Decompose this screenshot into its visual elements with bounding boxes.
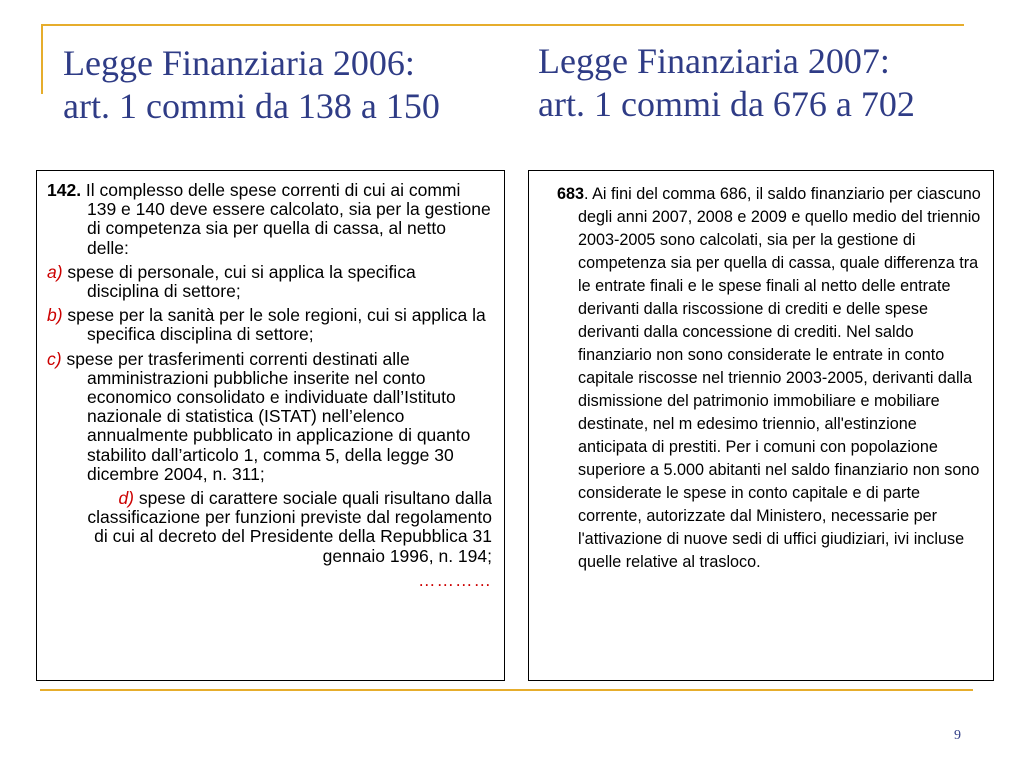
list-item-c <box>47 350 492 484</box>
list-item-d <box>47 489 492 566</box>
title-right-line-1: Legge Finanziaria 2007: <box>538 41 890 81</box>
comma-text: . Ai fini del comma 686, il saldo finanziario per ciascuno degli anni 2007, 2008 e 2009 e quello medio del triennio 2003-2005 sono calcolati, sia per la gestione di competenza sia per quella di cassa, quale differenza tra le entrate finali e le spese finali al netto delle entrate derivanti dalla riscossione di crediti e delle spese derivanti dalla concessione di crediti. Nel saldo finanziario non sono considerate le entrate in conto capitale riscosse nel triennio 2003-2005, derivanti dalla dismissione del patrimonio immobiliare e mobiliare destinate, nel m edesimo triennio, all'estinzione anticipata di prestiti. Per i comuni con popolazione superiore a 5.000 abitanti nel saldo finanziario non sono considerate le spese in conto capitale e di parte corrente, autorizzate dal Ministero, necessarie per l'attivazione di nuove sedi di uffici giudiziari, ivi incluse quelle relative al trasloco. <box>578 185 981 571</box>
item-letter: c) <box>47 348 62 369</box>
title-right-line-2: art. 1 commi da 676 a 702 <box>538 84 915 124</box>
list-item-a <box>47 263 492 301</box>
bottom-accent-rule <box>40 689 973 691</box>
comma-683-box <box>528 170 994 681</box>
item-text: spese per la sanità per le sole regioni, cui si applica la specifica disciplina di settore; <box>62 305 486 345</box>
comma-number: 142. <box>47 180 82 200</box>
item-text: spese di carattere sociale quali risultano dalla classificazione per funzioni previste dal regolamento di cui al decreto del Presidente della Repubblica 31 gennaio 1996, n. 194; <box>87 488 492 566</box>
item-letter: d) <box>118 488 135 509</box>
left-accent-rule <box>41 24 43 94</box>
title-left-line-2: art. 1 commi da 138 a 150 <box>63 86 440 126</box>
comma-142-intro <box>47 181 492 258</box>
page-number: 9 <box>954 728 961 743</box>
top-accent-rule <box>41 24 964 26</box>
item-letter: b) <box>47 305 63 326</box>
comma-142-box <box>36 170 505 681</box>
title-legge-2007 <box>538 40 915 126</box>
item-letter: a) <box>47 261 63 282</box>
comma-number: 683 <box>557 185 585 203</box>
ellipsis: ………… <box>418 569 492 590</box>
comma-text: Il complesso delle spese correnti di cui ai commi 139 e 140 deve essere calcolato, sia per la gestione di competenza sia per quella di cassa, al netto delle: <box>81 180 491 258</box>
comma-683-text <box>537 183 985 574</box>
item-text: spese di personale, cui si applica la specifica disciplina di settore; <box>62 261 416 302</box>
item-text: spese per trasferimenti correnti destinati alle amministrazioni pubbliche inserite nel conto economico consolidato e individuate dall’Istituto nazionale di statistica (ISTAT) nell’elenco annualmente pubblicato in applicazione di quanto stabilito dall’articolo 1, comma 5, della legge 30 dicembre 2004, n. 311; <box>61 348 471 484</box>
title-legge-2006 <box>63 42 440 128</box>
title-left-line-1: Legge Finanziaria 2006: <box>63 43 415 83</box>
list-item-b <box>47 306 492 344</box>
